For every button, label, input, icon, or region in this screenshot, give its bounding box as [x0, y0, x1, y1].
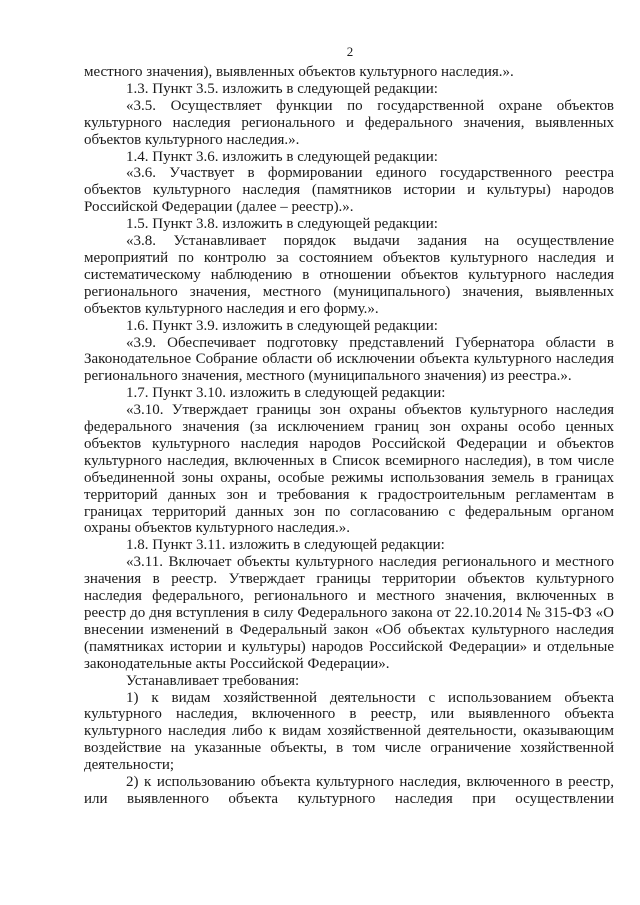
paragraph-item-1-8: 1.8. Пункт 3.11. изложить в следующей редакции: [126, 537, 445, 554]
paragraph-item-1-7: 1.7. Пункт 3.10. изложить в следующей редакции: [126, 385, 446, 402]
paragraph-item-1-6: 1.6. Пункт 3.9. изложить в следующей редакции: [126, 317, 438, 334]
list-item-1: 1) к видам хозяйственной деятельности с использованием объекта культурного наследия, включенного в реестр, или выявленного объекта культурного наследия либо к видам хозяйственной деятельности, оказывающим воздействие на указанные объекты, в том числе ограничение хозяйственной деятельности; [84, 689, 614, 774]
paragraph-quote-3-8: «3.8. Устанавливает порядок выдачи задания на осуществление мероприятий по контролю за состоянием объектов культурного наследия и систематическому наблюдению в отношении объектов культурного наследия регионального значения, местного (муниципального) значения, выявленных объектов культурного наследия и его форму.». [84, 233, 614, 317]
page-number: 2 [346, 44, 354, 59]
paragraph-quote-3-9: «3.9. Обеспечивает подготовку представлений Губернатора области в Законодательное Собрание области об исключении объекта культурного наследия регионального значения, местного (муниципального значения) из реестра.». [84, 334, 614, 385]
paragraph-quote-3-10: «3.10. Утверждает границы зон охраны объектов культурного наследия федерального значения (за исключением границ зон охраны особо ценных объектов культурного наследия народов Российской Федерации и объектов культурного наследия, включенных в Список всемирного наследия), в том числе объединенной зоны охраны, особые режимы использования земель в границах территорий данных зон и требования к градостроительным регламентам в границах территорий данных зон по согласованию с федеральным органом охраны объектов культурного наследия.». [84, 402, 614, 537]
paragraph-quote-3-6: «3.6. Участвует в формировании единого государственного реестра объектов культурного наследия (памятников истории и культуры) народов Российской Федерации (далее – реестр).». [84, 165, 614, 216]
list-item-2: 2) к использованию объекта культурного наследия, включенного в реестр, или выявленного объекта культурного наследия при осуществлении [84, 774, 614, 807]
paragraph-quote-3-5: «3.5. Осуществляет функции по государственной охране объектов культурного наследия регионального и федерального значения, выявленных объектов культурного наследия.». [84, 97, 614, 148]
paragraph-item-1-5: 1.5. Пункт 3.8. изложить в следующей редакции: [126, 216, 438, 233]
paragraph-continuation: местного значения), выявленных объектов культурного наследия.». [84, 64, 514, 80]
paragraph-item-1-4: 1.4. Пункт 3.6. изложить в следующей редакции: [126, 148, 438, 165]
paragraph-quote-3-11: «3.11. Включает объекты культурного наследия регионального и местного значения в реестр. Утверждает границы территории объектов культурного наследия федерального, регионального и местного значения, включенных в реестр до дня вступления в силу Федерального закона от 22.10.2014 № 315-ФЗ «О внесении изменений в Федеральный закон «Об объектах культурного наследия (памятниках истории и культуры) народов Российской Федерации» и отдельные законодательные акты Российской Федерации». [84, 554, 614, 672]
document-body [84, 64, 614, 808]
paragraph-item-1-3: 1.3. Пункт 3.5. изложить в следующей редакции: [126, 80, 438, 97]
paragraph-requirements: Устанавливает требования: [126, 672, 300, 689]
